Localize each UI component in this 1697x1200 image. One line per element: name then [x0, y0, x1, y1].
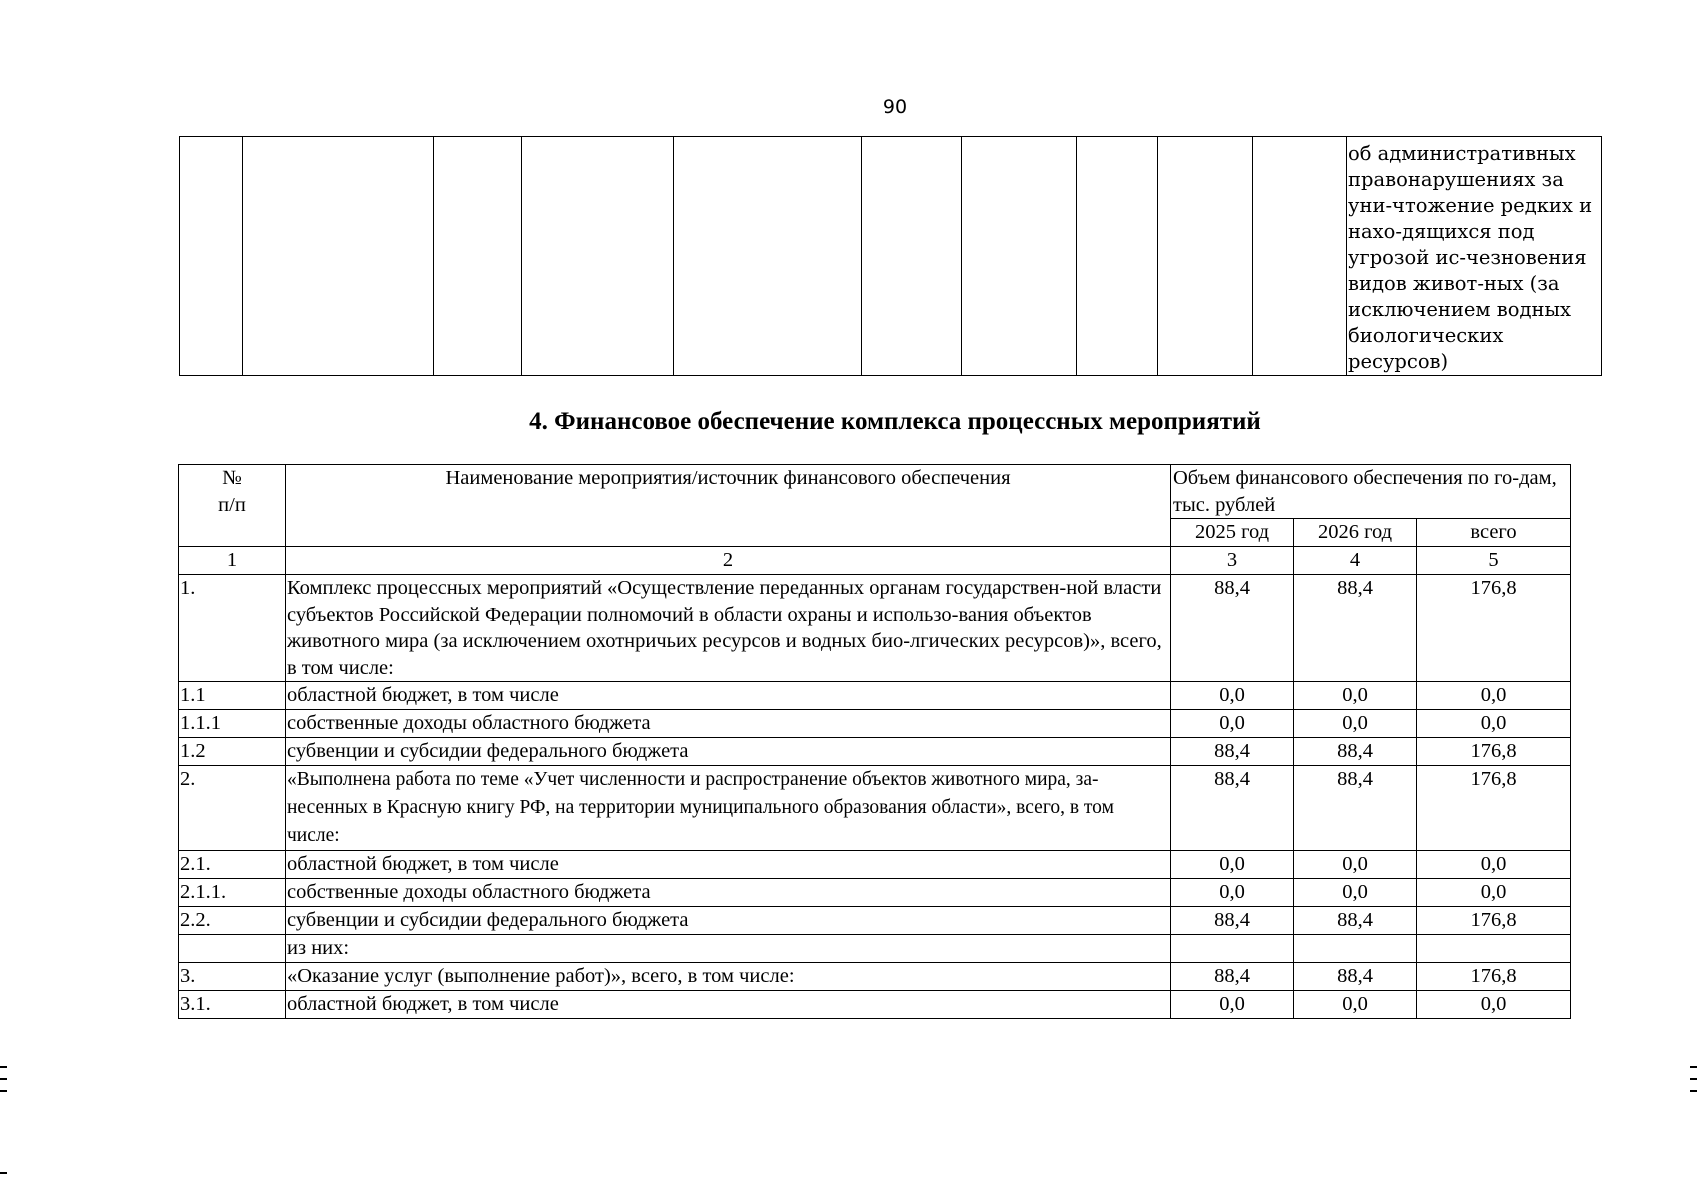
row-value-2026: 0,0: [1294, 682, 1417, 710]
row-value-total: 176,8: [1417, 766, 1571, 851]
table-row: [179, 851, 1571, 879]
row-name: областной бюджет, в том числе: [286, 851, 1171, 879]
row-name: «Выполнена работа по теме «Учет численности и распространение объектов животного мира, за-несенных в Красную книгу РФ, на территории муниципального образования области», всего, в том числе:: [286, 766, 1171, 851]
row-number: 2.: [179, 766, 286, 851]
row-value-2025: 88,4: [1171, 963, 1294, 991]
table-row: [179, 766, 1571, 851]
row-number: 1.2: [179, 738, 286, 766]
row-value-total: 0,0: [1417, 682, 1571, 710]
row-name: областной бюджет, в том числе: [286, 991, 1171, 1019]
row-value-total: 176,8: [1417, 575, 1571, 682]
row-name: из них:: [286, 935, 1171, 963]
row-name: областной бюджет, в том числе: [286, 682, 1171, 710]
row-number: 1.1.1: [179, 710, 286, 738]
row-value-2025: 88,4: [1171, 575, 1294, 682]
header-num: № п/п: [179, 465, 286, 547]
row-value-2025: 88,4: [1171, 738, 1294, 766]
row-number: 1.1: [179, 682, 286, 710]
empty-cell: [522, 137, 674, 376]
row-value-2026: 0,0: [1294, 851, 1417, 879]
section-title: 4. Финансовое обеспечение комплекса процессных мероприятий: [529, 408, 1261, 435]
row-value-total: 0,0: [1417, 710, 1571, 738]
column-number: 3: [1171, 547, 1294, 575]
scan-edge-mark: [1690, 1090, 1697, 1092]
row-value-2026: 0,0: [1294, 879, 1417, 907]
row-value-2026: 88,4: [1294, 907, 1417, 935]
table-row: [179, 738, 1571, 766]
table-row: [179, 963, 1571, 991]
row-value-2025: [1171, 935, 1294, 963]
row-value-total: 0,0: [1417, 879, 1571, 907]
row-number: [179, 935, 286, 963]
header-row: [179, 465, 1571, 519]
row-value-2025: 0,0: [1171, 879, 1294, 907]
continuation-row: [180, 137, 1602, 376]
row-name: собственные доходы областного бюджета: [286, 710, 1171, 738]
row-number: 2.1.: [179, 851, 286, 879]
column-number: 2: [286, 547, 1171, 575]
scan-edge-mark: [0, 1090, 7, 1092]
scan-edge-mark: [0, 1066, 7, 1068]
row-value-2026: [1294, 935, 1417, 963]
table-row: [179, 575, 1571, 682]
row-value-2025: 0,0: [1171, 682, 1294, 710]
header-year-2025: 2025 год: [1171, 519, 1294, 547]
empty-cell: [674, 137, 862, 376]
row-value-2025: 88,4: [1171, 907, 1294, 935]
row-value-2026: 88,4: [1294, 766, 1417, 851]
row-name: собственные доходы областного бюджета: [286, 879, 1171, 907]
empty-cell: [434, 137, 522, 376]
empty-cell: [180, 137, 243, 376]
table-row: [179, 935, 1571, 963]
financing-table: [178, 464, 1571, 1019]
empty-cell: [1253, 137, 1347, 376]
row-value-2026: 88,4: [1294, 738, 1417, 766]
table-row: [179, 907, 1571, 935]
row-name: Комплекс процессных мероприятий «Осуществление переданных органам государствен-ной власти субъектов Российской Федерации полномочий в области охраны и использо-вания объектов животного мира (за исключением охотнричьих ресурсов и водных био-лгических ресурсов)», всего, в том числе:: [286, 575, 1171, 682]
row-value-total: [1417, 935, 1571, 963]
row-value-2026: 0,0: [1294, 710, 1417, 738]
table-row: [179, 991, 1571, 1019]
scan-edge-mark: [0, 1078, 7, 1080]
header-year-2026: 2026 год: [1294, 519, 1417, 547]
continuation-table: [179, 136, 1602, 376]
row-value-2025: 0,0: [1171, 710, 1294, 738]
row-number: 3.1.: [179, 991, 286, 1019]
row-value-total: 176,8: [1417, 738, 1571, 766]
row-number: 3.: [179, 963, 286, 991]
row-value-total: 176,8: [1417, 963, 1571, 991]
empty-cell: [862, 137, 962, 376]
row-value-total: 0,0: [1417, 991, 1571, 1019]
column-number: 1: [179, 547, 286, 575]
page-number: 90: [882, 96, 908, 118]
row-value-2026: 88,4: [1294, 963, 1417, 991]
empty-cell: [1077, 137, 1158, 376]
row-value-2026: 88,4: [1294, 575, 1417, 682]
scan-edge-mark: [0, 1172, 7, 1174]
row-number: 2.2.: [179, 907, 286, 935]
row-value-2025: 0,0: [1171, 991, 1294, 1019]
table-row: [179, 682, 1571, 710]
scan-edge-mark: [1690, 1078, 1697, 1080]
column-number: 5: [1417, 547, 1571, 575]
column-number: 4: [1294, 547, 1417, 575]
row-value-2025: 88,4: [1171, 766, 1294, 851]
scan-edge-mark: [1690, 1066, 1697, 1068]
header-volume: Объем финансового обеспечения по го-дам, тыс. рублей: [1171, 465, 1571, 519]
row-value-total: 0,0: [1417, 851, 1571, 879]
row-number: 2.1.1.: [179, 879, 286, 907]
empty-cell: [243, 137, 434, 376]
row-name: «Оказание услуг (выполнение работ)», всего, в том числе:: [286, 963, 1171, 991]
row-value-2026: 0,0: [1294, 991, 1417, 1019]
row-value-total: 176,8: [1417, 907, 1571, 935]
empty-cell: [1158, 137, 1253, 376]
header-total: всего: [1417, 519, 1571, 547]
row-name: субвенции и субсидии федерального бюджета: [286, 738, 1171, 766]
table-row: [179, 710, 1571, 738]
row-value-2025: 0,0: [1171, 851, 1294, 879]
row-name: субвенции и субсидии федерального бюджета: [286, 907, 1171, 935]
continuation-cell-text: об административных правонарушениях за уни-чтожение редких и нахо-дящихся под угрозой ис-чезновения видов живот-ных (за исключением водных биологических ресурсов): [1347, 137, 1602, 376]
header-name: Наименование мероприятия/источник финансового обеспечения: [286, 465, 1171, 547]
row-number: 1.: [179, 575, 286, 682]
empty-cell: [962, 137, 1077, 376]
table-row: [179, 879, 1571, 907]
column-number-row: [179, 547, 1571, 575]
